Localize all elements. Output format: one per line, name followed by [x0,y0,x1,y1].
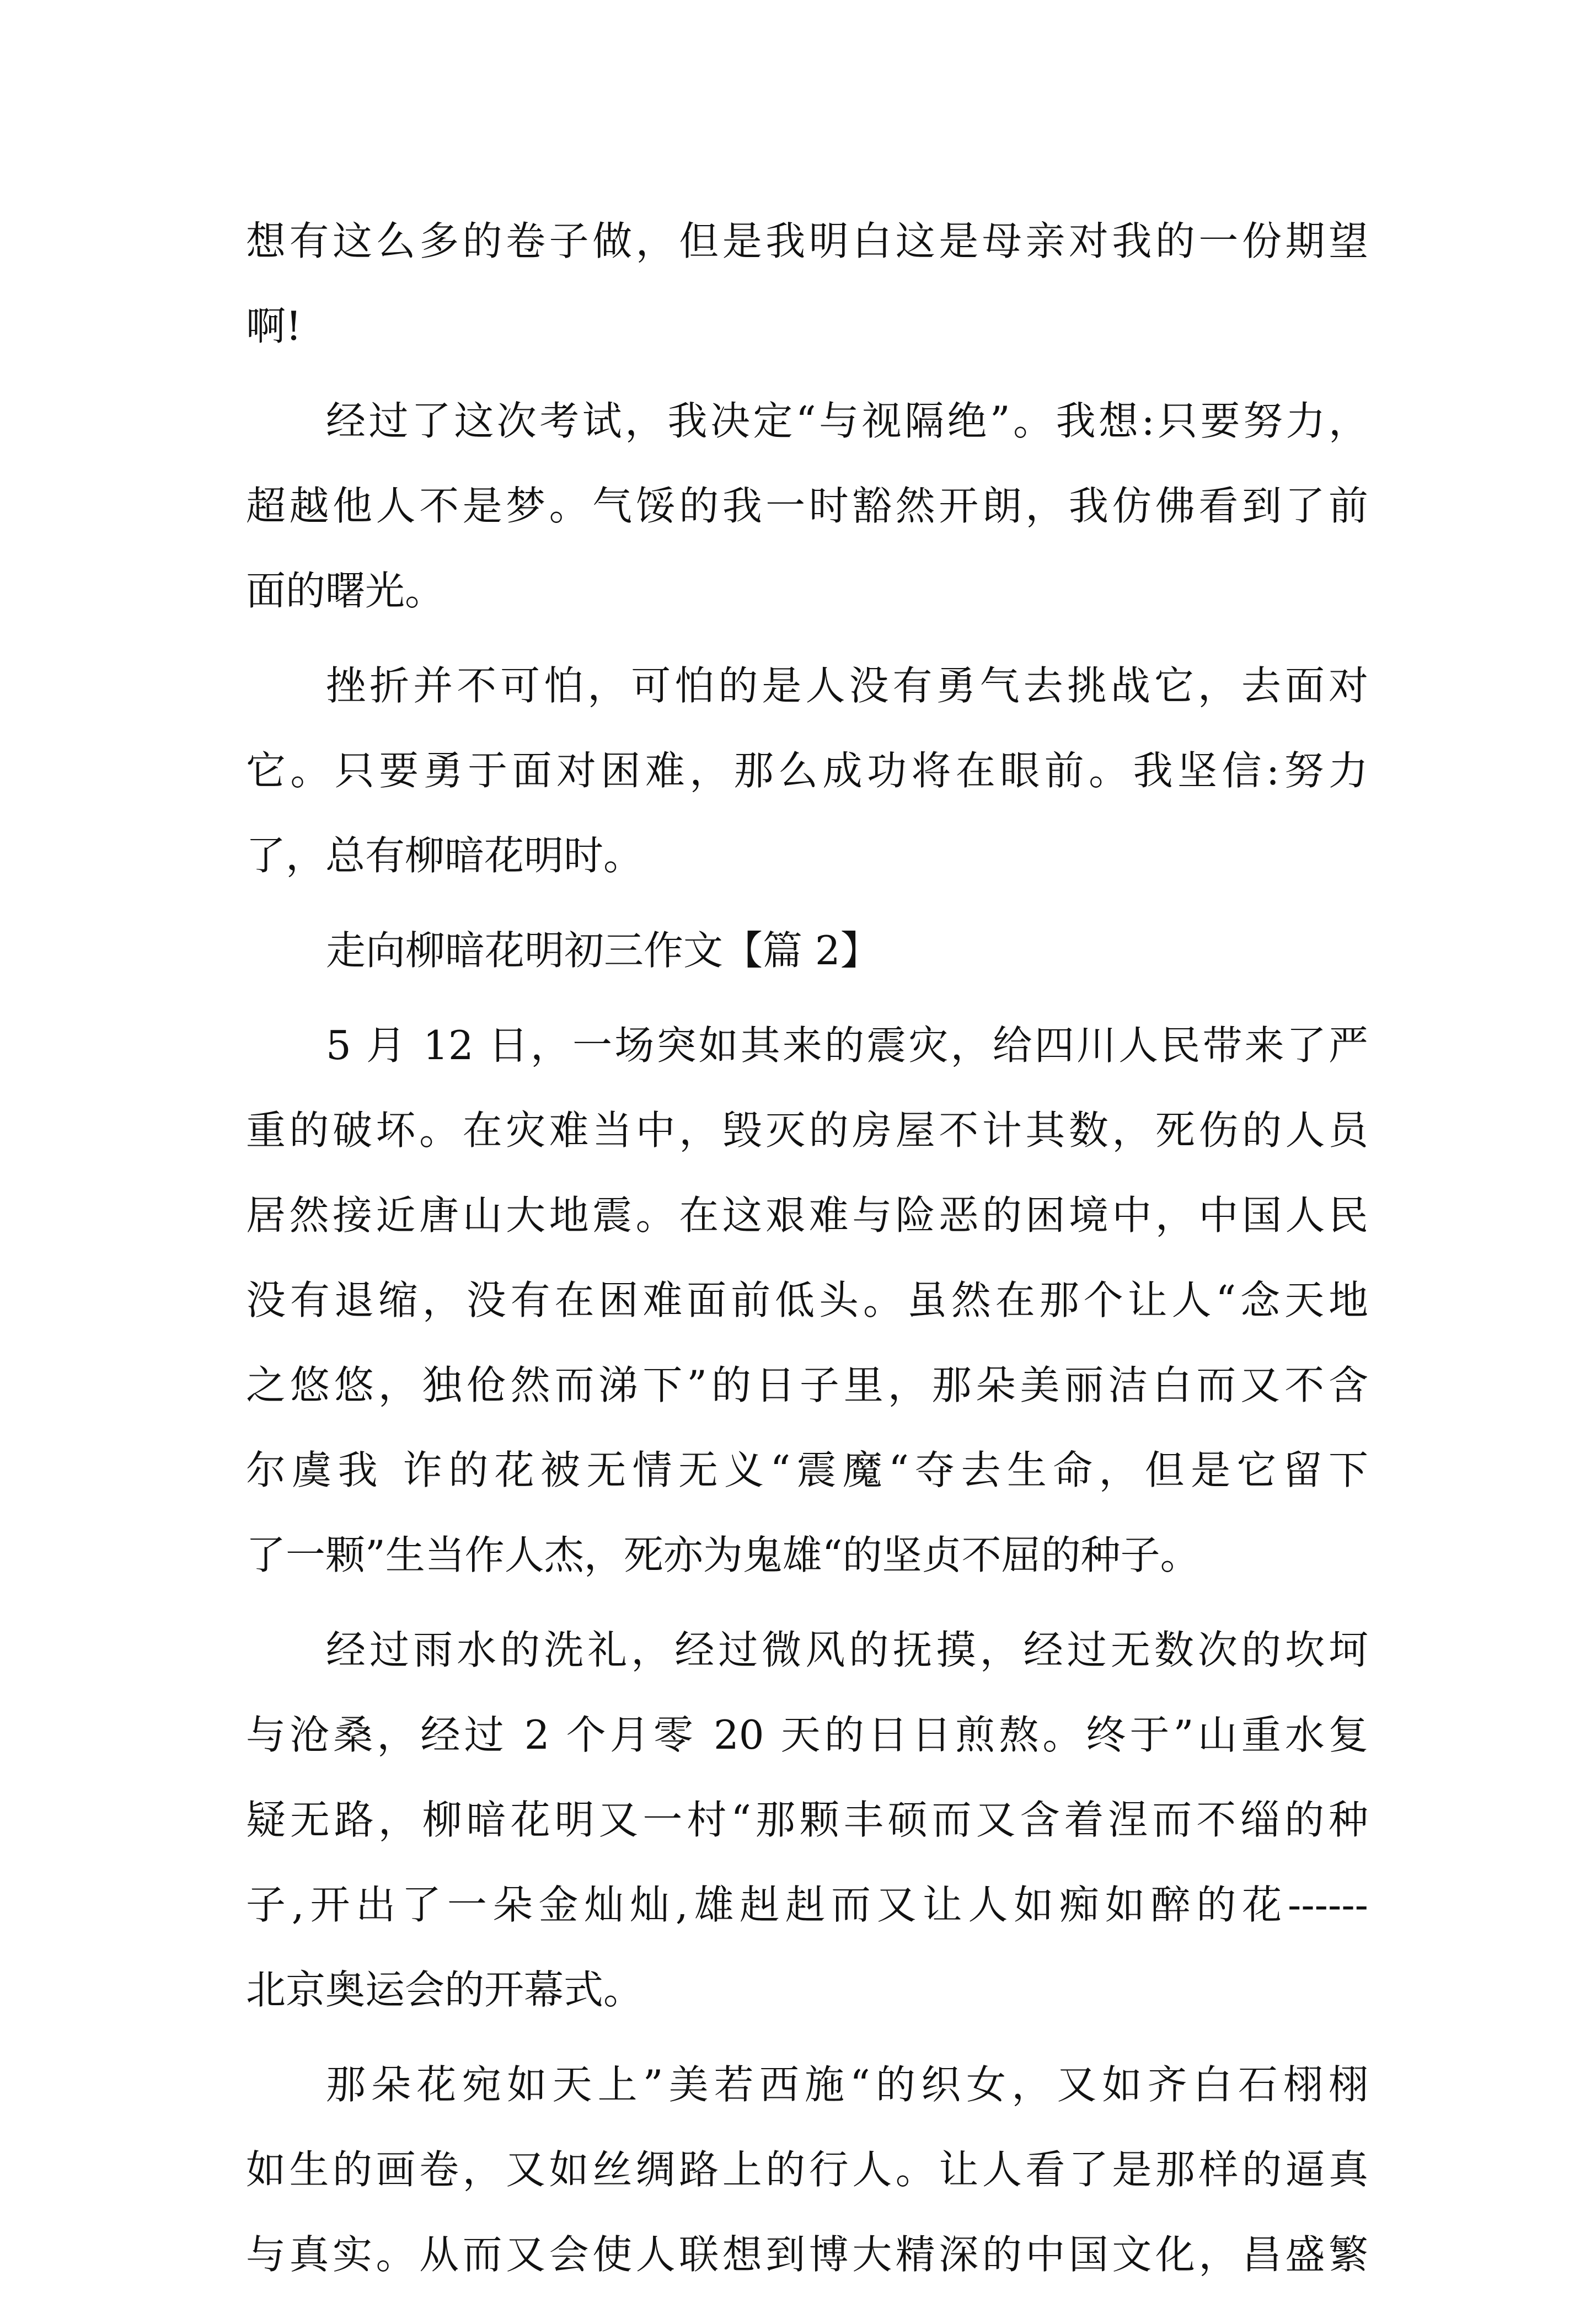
paragraph-6 [246,2042,1368,2297]
document-body [246,199,1368,2297]
text-line: 子,开出了一朵金灿灿,雄赳赳而又让人如痴如醉的花------ [246,1882,1368,1928]
text-line: 经过雨水的洗礼，经过微风的抚摸，经过无数次的坎坷 [326,1627,1368,1673]
section-heading [246,908,1368,993]
text-line: 啊! [246,303,302,349]
text-line: 与沧桑，经过 2 个月零 20 天的日日煎熬。终于”山重水复 [246,1712,1368,1758]
text-line: 面的曙光。 [246,568,445,614]
paragraph-3 [246,643,1368,898]
text-line: 想有这么多的卷子做，但是我明白这是母亲对我的一份期望 [246,218,1368,264]
text-line: 居然接近唐山大地震。在这艰难与险恶的困境中，中国人民 [246,1192,1368,1238]
text-line: 如生的画卷，又如丝绸路上的行人。让人看了是那样的逼真 [246,2146,1368,2193]
paragraph-5 [246,1607,1368,2032]
text-line: 挫折并不可怕，可怕的是人没有勇气去挑战它，去面对 [326,663,1368,709]
paragraph-2 [246,378,1368,633]
paragraph-1 [246,199,1368,368]
text-line: 经过了这次考试，我决定“与视隔绝”。我想:只要努力， [326,398,1368,444]
text-line: 北京奥运会的开幕式。 [246,1967,644,2013]
text-line: 超越他人不是梦。气馁的我一时豁然开朗，我仿佛看到了前 [246,483,1368,529]
text-line: 尔虞我 诈的花被无情无义“震魔“夺去生命，但是它留下 [246,1447,1368,1493]
text-line: 疑无路，柳暗花明又一村“那颗丰硕而又含着涅而不缁的种 [246,1797,1368,1843]
text-line: 重的破坏。在灾难当中，毁灭的房屋不计其数，死伤的人员 [246,1107,1368,1153]
text-line: 了，总有柳暗花明时。 [246,832,644,879]
paragraph-4 [246,1003,1368,1598]
text-line: 了一颗”生当作人杰，死亦为鬼雄“的坚贞不屈的种子。 [246,1532,1200,1578]
heading-line: 走向柳暗花明初三作文【篇 2】 [326,927,880,974]
text-line: 没有退缩，没有在困难面前低头。虽然在那个让人“念天地 [246,1277,1368,1323]
text-line: 之悠悠，独伧然而涕下”的日子里，那朵美丽洁白而又不含 [246,1362,1368,1408]
text-line: 5 月 12 日，一场突如其来的震灾，给四川人民带来了严 [326,1022,1368,1069]
text-line: 那朵花宛如天上”美若西施“的织女，又如齐白石栩栩 [326,2061,1368,2108]
text-line: 它。只要勇于面对困难，那么成功将在眼前。我坚信:努力 [246,747,1368,794]
text-line: 与真实。从而又会使人联想到博大精深的中国文化，昌盛繁 [246,2231,1368,2278]
